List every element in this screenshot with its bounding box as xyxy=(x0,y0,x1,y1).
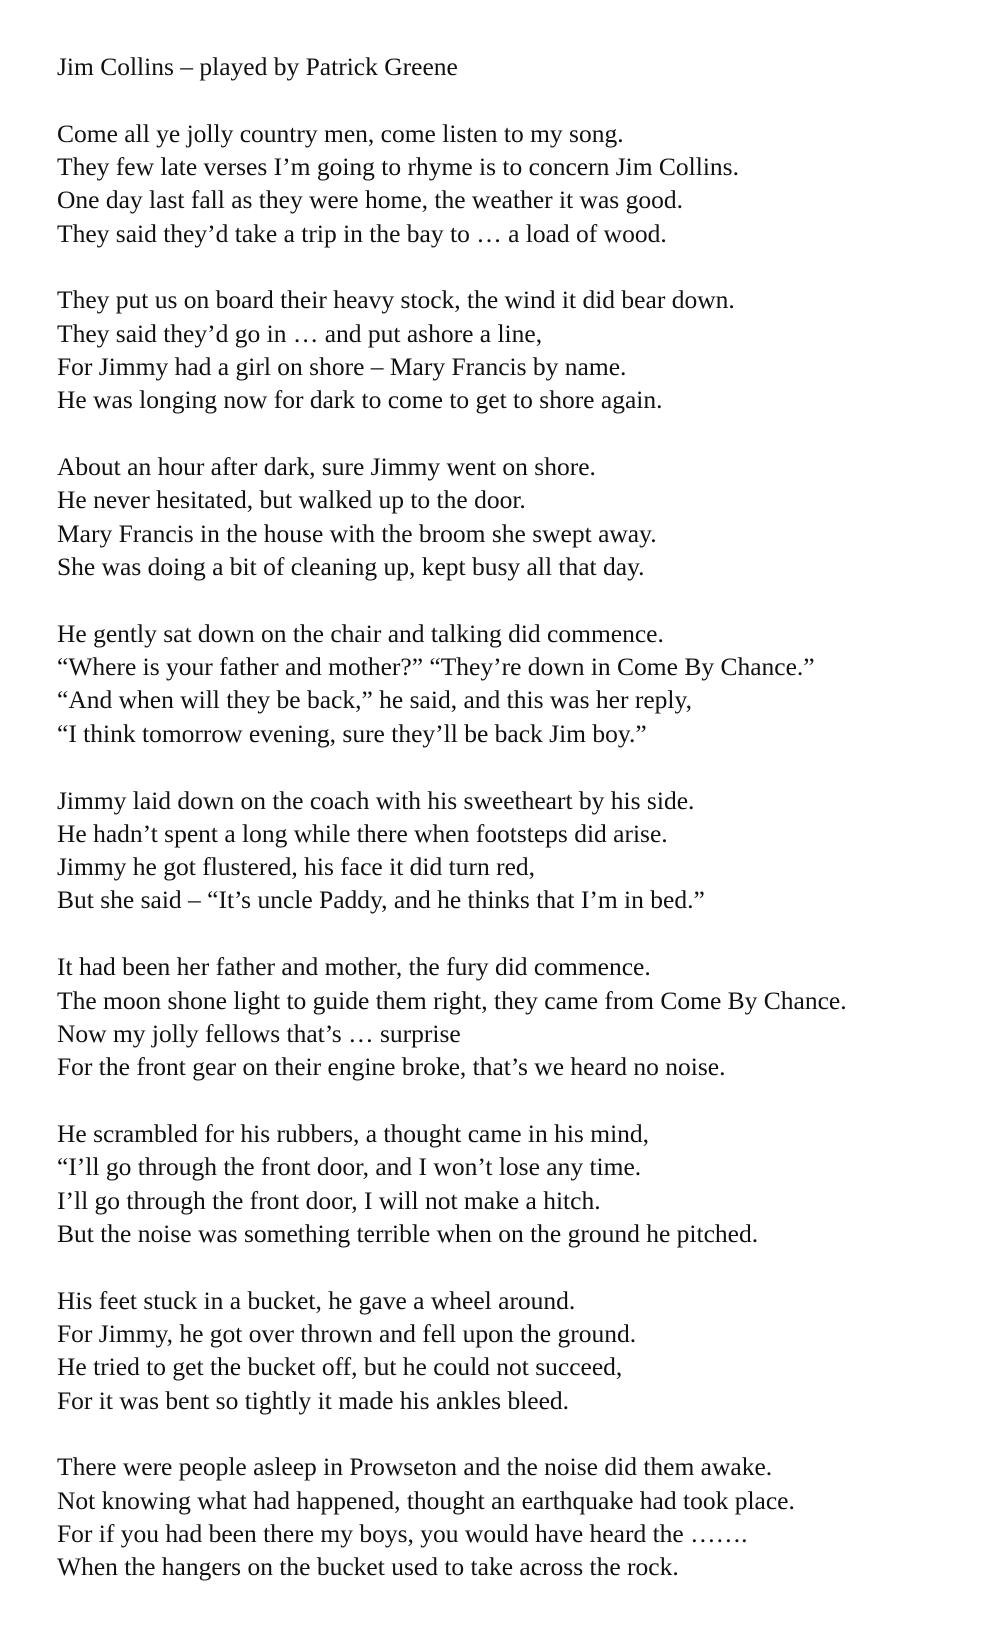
stanza-1 xyxy=(57,117,987,250)
verse-line: But the noise was something terrible when on the ground he pitched. xyxy=(57,1218,759,1248)
song-title: Jim Collins – played by Patrick Greene xyxy=(57,52,458,81)
verse-line: “Where is your father and mother?” “They’re down in Come By Chance.” xyxy=(57,652,815,682)
stanza-7 xyxy=(57,1117,987,1250)
verse-line: They said they’d take a trip in the bay to … a load of wood. xyxy=(57,218,667,248)
verse-line: He tried to get the bucket off, but he could not succeed, xyxy=(57,1352,623,1382)
verse-line: For it was bent so tightly it made his ankles bleed. xyxy=(57,1385,570,1415)
stanza-2 xyxy=(57,283,987,416)
verse-line: They said they’d go in … and put ashore a line, xyxy=(57,318,543,348)
verse-line: When the hangers on the bucket used to take across the rock. xyxy=(57,1552,679,1582)
verse-line: There were people asleep in Prowseton and the noise did them awake. xyxy=(57,1452,773,1482)
verse-line: It had been her father and mother, the fury did commence. xyxy=(57,952,651,982)
verse-line: I’ll go through the front door, I will not make a hitch. xyxy=(57,1185,601,1215)
verse-line: “And when will they be back,” he said, and this was her reply, xyxy=(57,685,692,715)
stanza-3 xyxy=(57,450,987,583)
verse-line: His feet stuck in a bucket, he gave a wheel around. xyxy=(57,1285,576,1315)
verse-line: Jimmy laid down on the coach with his sweetheart by his side. xyxy=(57,785,695,815)
verse-line: He hadn’t spent a long while there when footsteps did arise. xyxy=(57,818,668,848)
verse-line: They few late verses I’m going to rhyme is to concern Jim Collins. xyxy=(57,152,739,182)
verse-line: Come all ye jolly country men, come listen to my song. xyxy=(57,118,624,148)
verse-line: Jimmy he got flustered, his face it did turn red, xyxy=(57,852,536,882)
verse-line: The moon shone light to guide them right, they came from Come By Chance. xyxy=(57,985,847,1015)
stanza-8 xyxy=(57,1284,987,1417)
verse-line: Now my jolly fellows that’s … surprise xyxy=(57,1018,461,1048)
verse-line: He gently sat down on the chair and talking did commence. xyxy=(57,618,664,648)
verse-line: He scrambled for his rubbers, a thought came in his mind, xyxy=(57,1118,650,1148)
verse-line: Mary Francis in the house with the broom she swept away. xyxy=(57,518,657,548)
stanza-6 xyxy=(57,950,987,1083)
verse-line: About an hour after dark, sure Jimmy went on shore. xyxy=(57,452,596,482)
stanza-9 xyxy=(57,1450,987,1583)
verse-line: “I’ll go through the front door, and I won’t lose any time. xyxy=(57,1152,642,1182)
verse-line: “I think tomorrow evening, sure they’ll be back Jim boy.” xyxy=(57,718,647,748)
stanza-4 xyxy=(57,617,987,750)
verse-line: For Jimmy, he got over thrown and fell upon the ground. xyxy=(57,1318,637,1348)
verse-line: She was doing a bit of cleaning up, kept busy all that day. xyxy=(57,552,645,582)
verse-line: But she said – “It’s uncle Paddy, and he thinks that I’m in bed.” xyxy=(57,885,705,915)
verse-line: He never hesitated, but walked up to the door. xyxy=(57,485,526,515)
verse-line: He was longing now for dark to come to get to shore again. xyxy=(57,385,663,415)
verse-line: Not knowing what had happened, thought an earthquake had took place. xyxy=(57,1485,795,1515)
verse-line: For if you had been there my boys, you would have heard the ……. xyxy=(57,1518,748,1548)
verse-line: For the front gear on their engine broke, that’s we heard no noise. xyxy=(57,1052,726,1082)
verse-line: One day last fall as they were home, the weather it was good. xyxy=(57,185,683,215)
document-page xyxy=(57,50,987,1617)
stanza-5 xyxy=(57,784,987,917)
verse-line: For Jimmy had a girl on shore – Mary Francis by name. xyxy=(57,352,627,382)
verse-line: They put us on board their heavy stock, the wind it did bear down. xyxy=(57,285,735,315)
